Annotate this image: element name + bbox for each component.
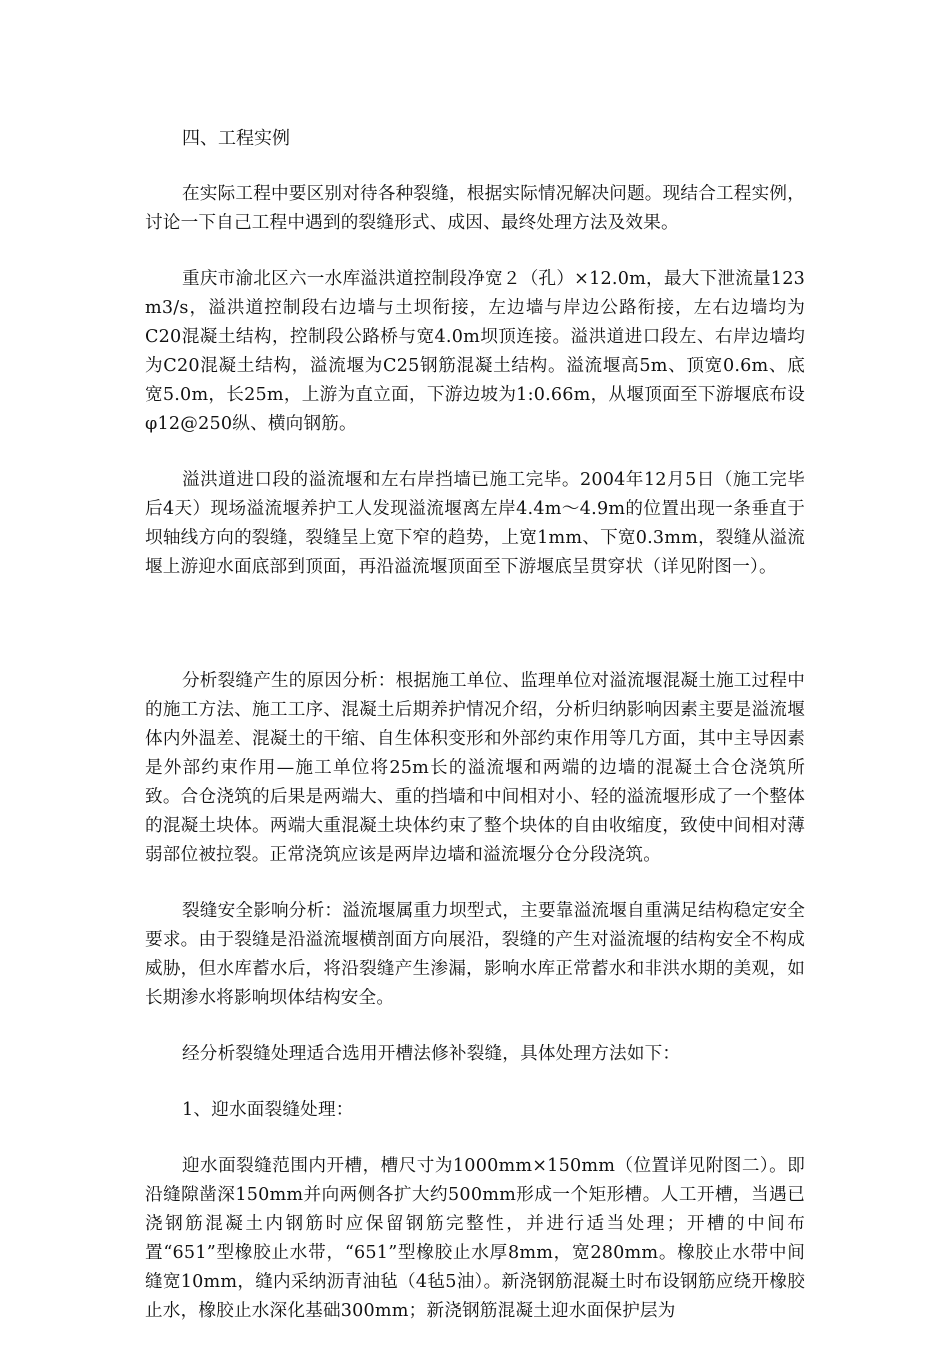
paragraph-intro: 在实际工程中要区别对待各种裂缝，根据实际情况解决问题。现结合工程实例，讨论一下自己工程中遇到的裂缝形式、成因、最终处理方法及效果。 <box>145 184 805 233</box>
paragraph-cause-analysis: 分析裂缝产生的原因分析：根据施工单位、监理单位对溢流堰混凝土施工过程中的施工方法、施工工序、混凝土后期养护情况介绍，分析归纳影响因素主要是溢流堰体内外温差、混凝土的干缩、自生体积变形和外部约束作用等几方面，其中主导因素是外部约束作用—施工单位将25m长的溢流堰和两端的边墙的混凝土合仓浇筑所致。合仓浇筑的后果是两端大、重的挡墙和中间相对小、轻的溢流堰形成了一个整体的混凝土块体。两端大重混凝土块体约束了整个块体的自由收缩度，致使中间相对薄弱部位被拉裂。正常浇筑应该是两岸边墙和溢流堰分仓分段浇筑。 <box>145 671 805 865</box>
figure-placeholder-gap <box>145 609 805 667</box>
paragraph-safety-analysis: 裂缝安全影响分析：溢流堰属重力坝型式，主要靠溢流堰自重满足结构稳定安全要求。由于裂缝是沿溢流堰横剖面方向展沿，裂缝的产生对溢流堰的结构安全不构成威胁，但水库蓄水后，将沿裂缝产生渗漏，影响水库正常蓄水和非洪水期的美观，如长期渗水将影响坝体结构安全。 <box>145 901 805 1008</box>
paragraph-treatment-intro: 经分析裂缝处理适合选用开槽法修补裂缝，具体处理方法如下： <box>182 1044 681 1064</box>
document-body <box>145 124 805 1353</box>
paragraph-crack-discovery: 溢洪道进口段的溢流堰和左右岸挡墙已施工完毕。2004年12月5日（施工完毕后4天）现场溢流堰养护工人发现溢流堰离左岸4.4m～4.9m的位置出现一条垂直于坝轴线方向的裂缝，裂缝呈上宽下窄的趋势，上宽1mm、下宽0.3mm，裂缝从溢流堰上游迎水面底部到顶面，再沿溢流堰顶面至下游堰底呈贯穿状（详见附图一）。 <box>145 470 805 577</box>
paragraph-step-heading: 1、迎水面裂缝处理： <box>182 1100 354 1120</box>
paragraph-upstream-treatment: 迎水面裂缝范围内开槽，槽尺寸为1000mm×150mm（位置详见附图二）。即沿缝隙凿深150mm并向两侧各扩大约500mm形成一个矩形槽。人工开槽，当遇已浇钢筋混凝土内钢筋时应保留钢筋完整性，并进行适当处理；开槽的中间布置“651”型橡胶止水带，“651”型橡胶止水厚8mm，宽280mm。橡胶止水带中间缝宽10mm，缝内采纳沥青油毡（4毡5油）。新浇钢筋混凝土时布设钢筋应绕开橡胶止水，橡胶止水深化基础300mm；新浇钢筋混凝土迎水面保护层为 <box>145 1156 805 1321</box>
section-heading: 四、工程实例 <box>182 128 290 149</box>
paragraph-project-description: 重庆市渝北区六一水库溢洪道控制段净宽２（孔）×12.0m，最大下泄流量123 m3/s，溢洪道控制段右边墙与土坝衔接，左边墙与岸边公路衔接，左右边墙均为C20混凝土结构，控制段公路桥与宽4.0m坝顶连接。溢洪道进口段左、右岸边墙均为C20混凝土结构，溢流堰为C25钢筋混凝土结构。溢流堰高5m、顶宽0.6m、底宽5.0m，长25m，上游为直立面，下游边坡为1:0.66m，从堰顶面至下游堰底布设 φ12@250纵、横向钢筋。 <box>145 269 805 434</box>
